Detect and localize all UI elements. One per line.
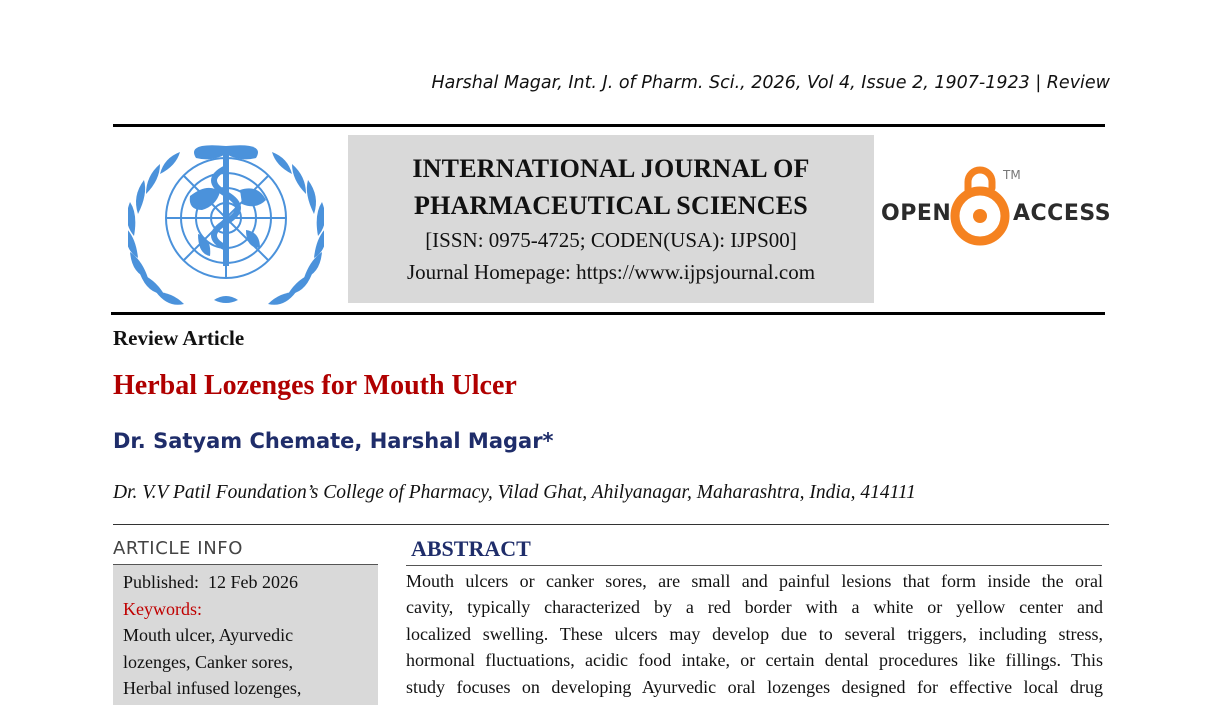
journal-masthead (348, 135, 874, 303)
open-access-right-text: ACCESS (1013, 201, 1112, 226)
open-access-left-text: OPEN (881, 201, 952, 226)
abstract-line: localized swelling. These ulcers may develop due to several triggers, including stress, (406, 623, 1103, 644)
article-authors: Dr. Satyam Chemate, Harshal Magar* (113, 429, 554, 453)
article-info-heading: ARTICLE INFO (113, 538, 244, 559)
journal-homepage-link[interactable]: Journal Homepage: https://www.ijpsjournal.com (406, 260, 816, 284)
abstract-line: cavity, typically characterized by a red border with a white or yellow center and (406, 597, 1103, 618)
journal-issn: [ISSN: 0975-4725; CODEN(USA): IJPS00] (425, 228, 797, 252)
running-head: Harshal Magar, Int. J. of Pharm. Sci., 2026, Vol 4, Issue 2, 1907-1923 | Review (431, 73, 1110, 93)
abstract-line: study focuses on developing Ayurvedic oral lozenges designed for effective local drug (406, 676, 1103, 697)
journal-title-line1: INTERNATIONAL JOURNAL OF (412, 154, 810, 183)
author-affiliation: Dr. V.V Patil Foundation’s College of Pharmacy, Vilad Ghat, Ahilyanagar, Maharashtra, India, 414111 (113, 482, 916, 503)
article-title: Herbal Lozenges for Mouth Ulcer (113, 370, 517, 401)
article-type: Review Article (113, 326, 245, 350)
section-divider (113, 524, 1109, 525)
keywords-label: Keywords: (123, 598, 202, 619)
header-top-rule (113, 124, 1105, 127)
journal-title-line2: PHARMACEUTICAL SCIENCES (414, 191, 808, 220)
keywords-line: lozenges, Canker sores, (123, 651, 293, 672)
header-bottom-rule (111, 312, 1105, 315)
abstract-line: Mouth ulcers or canker sores, are small and painful lesions that form inside the oral (406, 571, 1103, 591)
trademark-mark: TM (1003, 168, 1021, 182)
keywords-line: Mouth ulcer, Ayurvedic (123, 625, 294, 645)
published-date: Published: 12 Feb 2026 (123, 572, 299, 592)
abstract-heading: ABSTRACT (411, 536, 531, 561)
abstract-body (406, 568, 1103, 700)
abstract-rule (406, 565, 1102, 566)
journal-emblem-logo (128, 138, 324, 306)
article-info-panel (113, 565, 378, 705)
keywords-line: Herbal infused lozenges, (123, 678, 302, 698)
abstract-line: hormonal fluctuations, acidic food intake, or certain dental procedures like fillings. This (406, 650, 1103, 671)
